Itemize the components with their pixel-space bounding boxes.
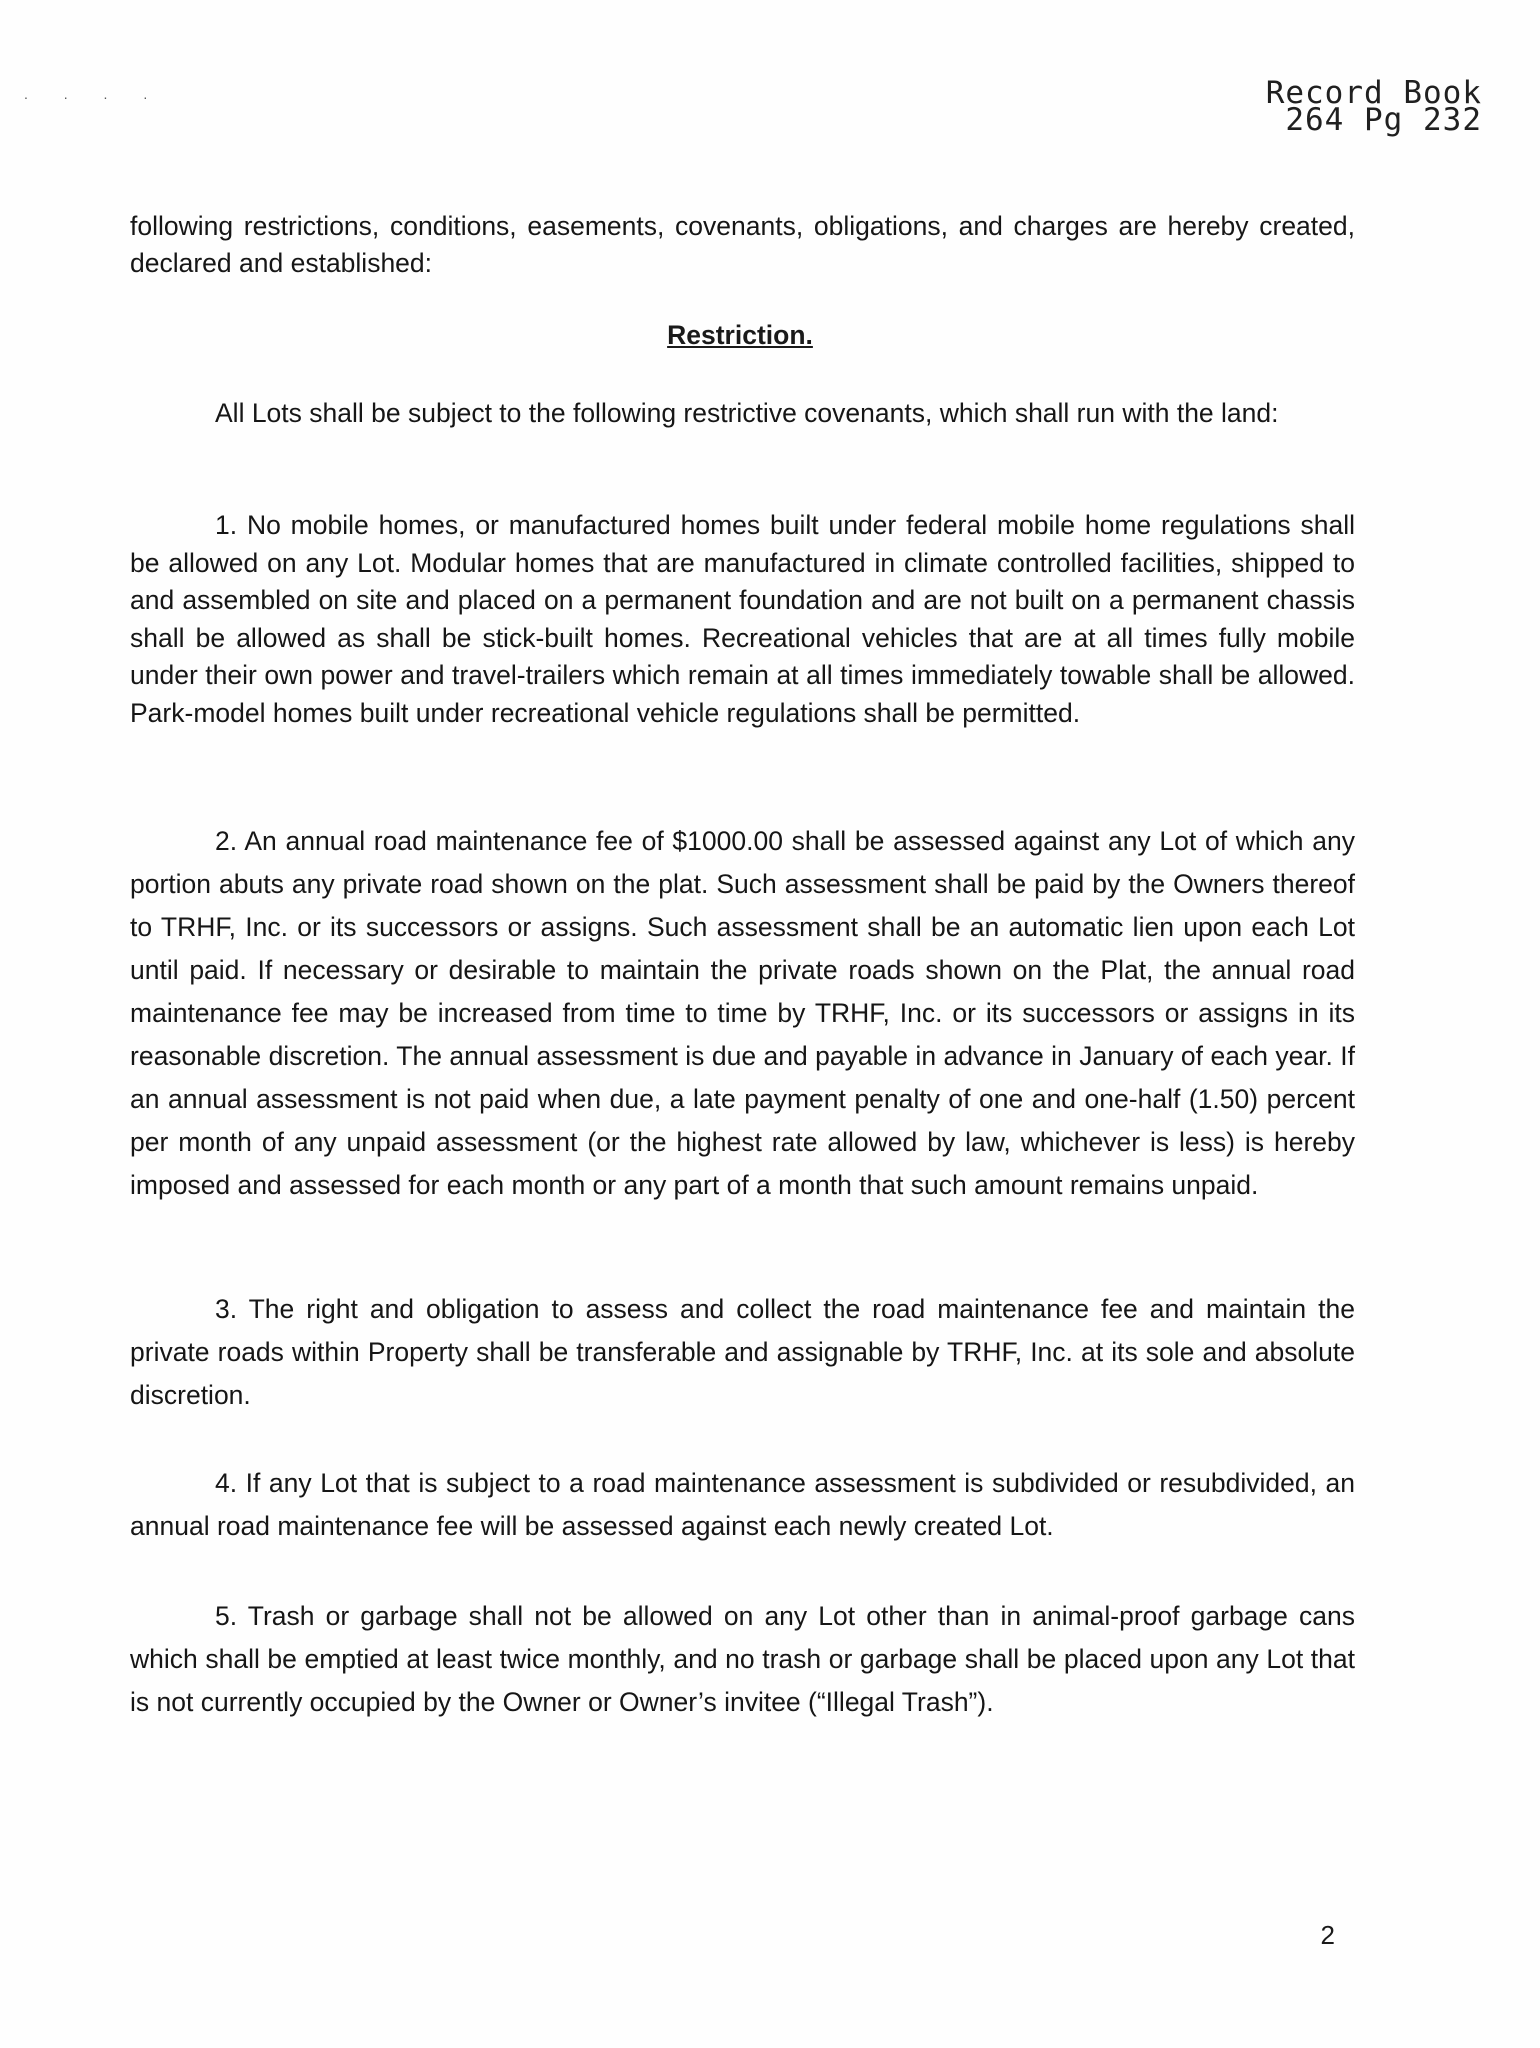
scan-marks: . . . . — [24, 86, 164, 102]
covenant-paragraph-3: 3. The right and obligation to assess and collect the road maintenance fee and maintain the private roads within Property shall be transferable and assignable by TRHF, Inc. at its sole and absolute discretion. — [130, 1294, 1355, 1410]
intro-paragraph: following restrictions, conditions, easements, covenants, obligations, and charges are hereby created, declared and established: — [130, 211, 1355, 278]
record-book-stamp — [1265, 75, 1482, 138]
page-number: 2 — [1320, 1920, 1335, 1950]
record-book-label: Record Book — [1265, 75, 1482, 111]
lead-paragraph: All Lots shall be subject to the following restrictive covenants, which shall run with the land: — [215, 398, 1279, 428]
covenant-paragraph-2: 2. An annual road maintenance fee of $1000.00 shall be assessed against any Lot of which any portion abuts any private road shown on the plat. Such assessment shall be paid by the Owners thereof to TRHF, Inc. or its successors or assigns. Such assessment shall be an automatic lien upon each Lot until paid. If necessary or desirable to maintain the private roads shown on the Plat, the annual road maintenance fee may be increased from time to time by TRHF, Inc. or its successors or assigns in its reasonable discretion. The annual assessment is due and payable in advance in January of each year. If an annual assessment is not paid when due, a late payment penalty of one and one-half (1.50) percent per month of any unpaid assessment (or the highest rate allowed by law, whichever is less) is hereby imposed and assessed for each month or any part of a month that such amount remains unpaid. — [130, 826, 1355, 1200]
covenant-paragraph-5: 5. Trash or garbage shall not be allowed on any Lot other than in animal-proof garbage cans which shall be emptied at least twice monthly, and no trash or garbage shall be placed upon any Lot that is not currently occupied by the Owner or Owner’s invitee (“Illegal Trash”). — [130, 1601, 1355, 1717]
section-heading: Restriction. — [667, 320, 813, 350]
record-book-page-ref: 264 Pg 232 — [1285, 102, 1482, 138]
covenant-paragraph-1: 1. No mobile homes, or manufactured homes built under federal mobile home regulations shall be allowed on any Lot. Modular homes that are manufactured in climate controlled facilities, shipped to and assembled on site and placed on a permanent foundation and are not built on a permanent chassis shall be allowed as shall be stick-built homes. Recreational vehicles that are at all times fully mobile under their own power and travel-trailers which remain at all times immediately towable shall be allowed. Park-model homes built under recreational vehicle regulations shall be permitted. — [130, 510, 1355, 728]
covenant-paragraph-4: 4. If any Lot that is subject to a road maintenance assessment is subdivided or resubdivided, an annual road maintenance fee will be assessed against each newly created Lot. — [130, 1468, 1355, 1541]
